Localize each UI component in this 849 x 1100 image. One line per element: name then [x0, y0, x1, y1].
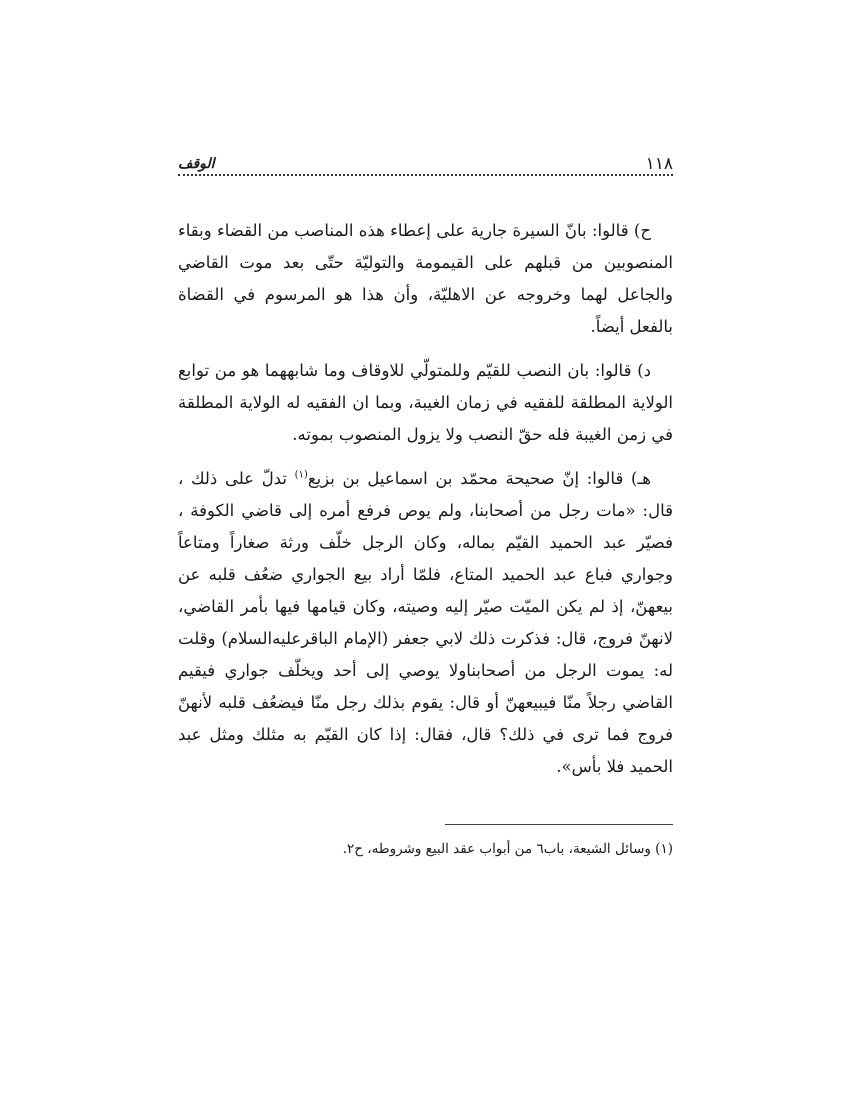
page-number: ١١٨ — [645, 154, 673, 174]
running-title: الوقف — [178, 156, 219, 172]
paragraph-dal: د) قالوا: بان النصب للقيّم وللمتولّي للاوقاف وما شابههما هو من توابع الولاية المطلقة للفقيه في زمان الغيبة، وبما ان الفقيه له الولاية المطلقة في زمن الغيبة فله حقّ النصب ولا يزول المنصوب بموته. — [178, 361, 673, 444]
paragraph-ha: ح) قالوا: بانّ السيرة جارية على إعطاء هذه المناصب من القضاء وبقاء المنصوبين من قبلهم على القيمومة والتوليّة حتّى بعد موت القاضي والجاعل لهما وخروجه عن الاهليّة، وأن هذا هو المرسوم في القضاة بالفعل أيضاً. — [178, 221, 673, 336]
footnote: (١) وسائل الشيعة، باب٦ من أبواب عقد البيع وشروطه، ح٢. — [342, 841, 673, 857]
footnote-reference: (١) — [294, 469, 308, 481]
main-text — [178, 215, 673, 795]
footnote-separator — [445, 824, 673, 825]
paragraph-he-opening: هـ) قالوا: إنّ صحيحة محمّد بن اسماعيل بن بزيع — [307, 469, 652, 488]
page-header — [178, 150, 673, 184]
paragraph-he — [178, 463, 673, 783]
header-dotted-leader — [178, 174, 673, 176]
paragraph-he-body: تدلّ على ذلك ، قال: «مات رجل من أصحابنا، ولم يوص فرفع أمره إلى قاضي الكوفة ، فصيّر عبد الحميد القيّم بماله، وكان الرجل خلّف ورثة صغاراً ومتاعاً وجواري فباع عبد الحميد المتاع، فلمّا أراد بيع الجواري ضعُف قلبه عن بيعهنّ، إذ لم يكن الميّت صيّر إليه وصيته، وكان قيامها فيها بأمر القاضي، لانهنّ فروج، قال: فذكرت ذلك لابي جعفر (الإمام الباقر‌عليه‌السلام) وقلت له: يموت الرجل من أصحابناولا يوصي إلى أحد ويخلّف جواري فيقيم القاضي رجلاً منّا فيبيعهنّ أو قال: يقوم بذلك رجل منّا فيضعُف قلبه لأنهنّ فروج فما ترى في ذلك؟ قال، فقال: إذا كان القيّم به مثلك ومثل عبد الحميد فلا بأس». — [178, 469, 673, 776]
